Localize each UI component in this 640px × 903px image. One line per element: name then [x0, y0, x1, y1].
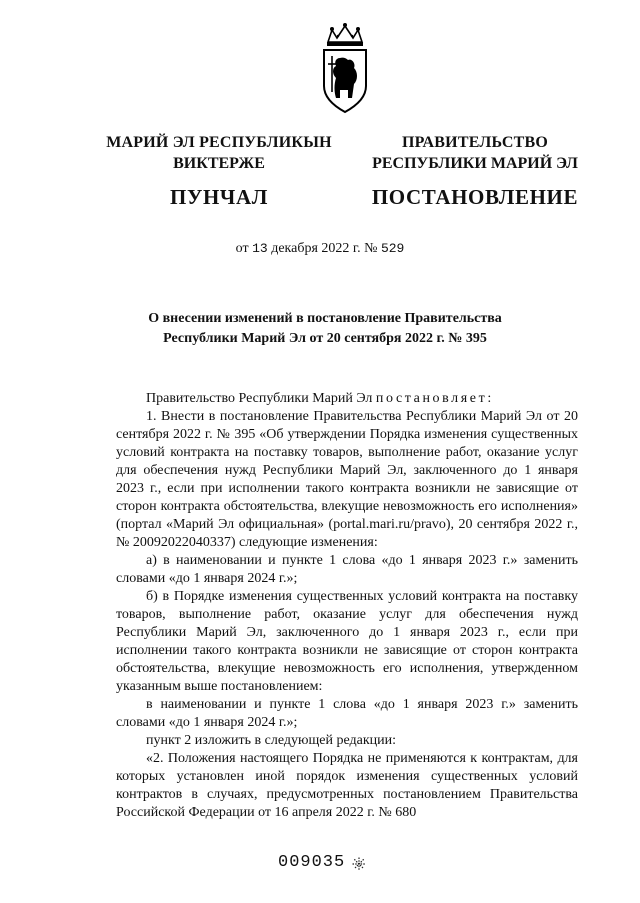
body-paragraph-b-2: пункт 2 изложить в следующей редакции: [146, 733, 396, 748]
document-date-number [0, 240, 640, 258]
body-paragraph-b: б) в Порядке изменения существенных условий контракта на поставку товаров, выполнение работ, оказание услуг для обеспечения нужд Республики Марий Эл, заключенного до 1 января 2023 г., если при исполнении такого контракта возникли не зависящие от сторон контракта обстоятельства, влекущие невозможность его исполнения, утвержденном указанным выше постановлением: [116, 589, 578, 694]
body-paragraph-quote: «2. Положения настоящего Порядка не применяются к контрактам, для которых установлен иной порядок изменения существенных условий контрактов в случаях, предусмотренных постановлением Правительства Российской Федерации от 16 апреля 2022 г. № 680 [116, 751, 578, 820]
header-russian [350, 132, 600, 210]
header-left-line1: МАРИЙ ЭЛ РЕСПУБЛИКЫН [106, 134, 332, 151]
asterisk-mark-icon [352, 857, 366, 871]
document-body [116, 390, 578, 822]
header-right-title: ПОСТАНОВЛЕНИЕ [371, 185, 579, 209]
date-prefix: от [235, 241, 249, 256]
header-right-line2: РЕСПУБЛИКИ МАРИЙ ЭЛ [372, 155, 578, 172]
body-intro [116, 390, 578, 408]
date-middle: декабря 2022 г. № [271, 241, 378, 256]
header-right-line1: ПРАВИТЕЛЬСТВО [401, 134, 549, 151]
body-paragraph-a: а) в наименовании и пункте 1 слова «до 1 января 2023 г.» заменить словами «до 1 января 2024 г.»; [116, 553, 578, 586]
body-paragraph-1: 1. Внести в постановление Правительства Республики Марий Эл от 20 сентября 2022 г. № 395 «Об утверждении Порядка изменения существенных условий контракта на поставку товаров, выполнение работ, оказание услуг для обеспечения нужд Республики Марий Эл, заключенного до 1 января 2023 г., если при исполнении такого контракта возникли не зависящие от сторон контракта обстоятельства, влекущие невозможность его исполнения» (портал «Марий Эл официальная» (portal.mari.ru/pravo), 20 сентября 2022 г., № 20092022040337) следующие изменения: [116, 409, 578, 550]
document-title [90, 309, 560, 349]
document-number: 529 [380, 241, 405, 256]
serial-number: 009035 [278, 853, 346, 872]
header-left-line2: ВИКТЕРЖЕ [173, 155, 265, 172]
header-mari [96, 132, 342, 210]
intro-text: Правительство Республики Марий Эл [146, 391, 376, 406]
coat-of-arms-icon [318, 22, 372, 114]
header-left-title: ПУНЧАЛ [170, 185, 268, 209]
title-line1: О внесении изменений в постановление Правительства [148, 311, 502, 326]
title-line2: Республики Марий Эл от 20 сентября 2022 г. № 395 [163, 331, 487, 346]
body-paragraph-b-1: в наименовании и пункте 1 слова «до 1 января 2023 г.» заменить словами «до 1 января 2024 г.»; [116, 697, 578, 730]
intro-verb: постановляет: [375, 391, 494, 406]
date-day: 13 [252, 241, 268, 256]
